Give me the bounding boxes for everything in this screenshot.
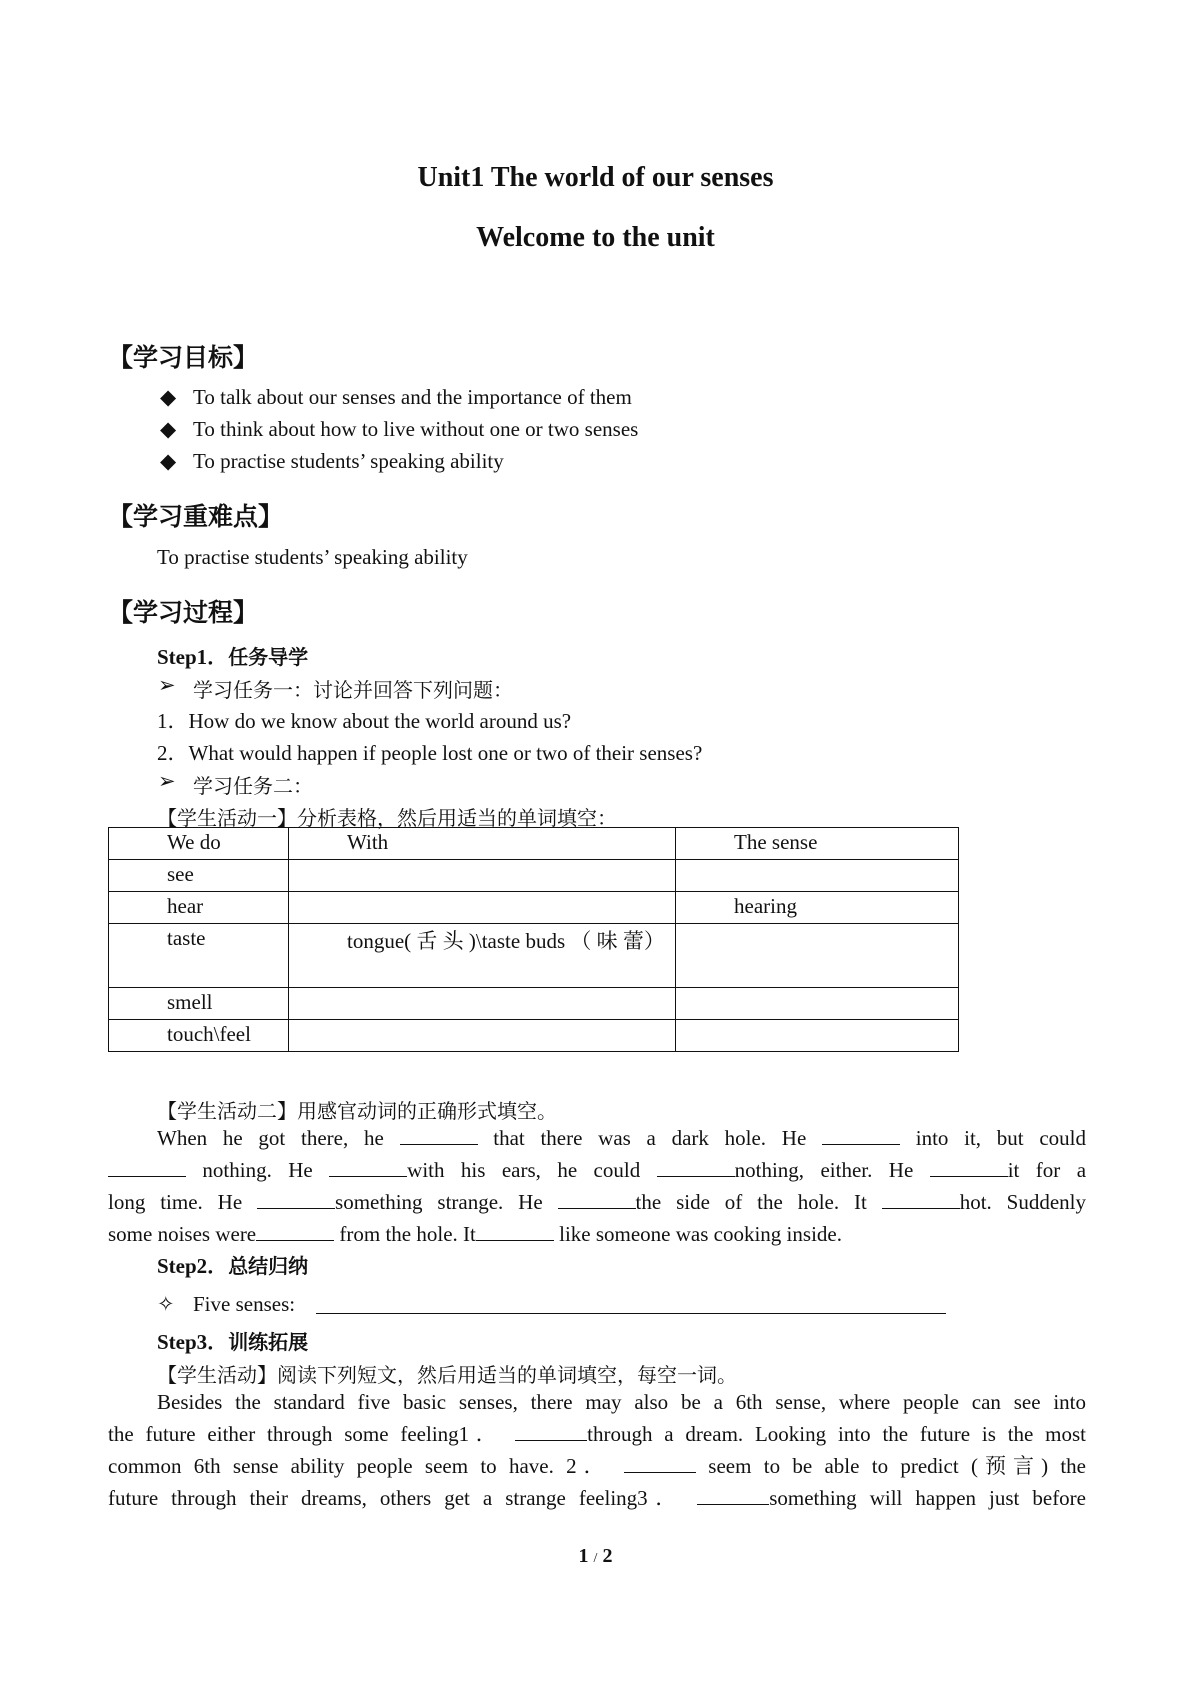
table-cell: taste [109, 924, 289, 988]
table-cell-input[interactable] [289, 892, 676, 924]
table-cell-input[interactable] [289, 988, 676, 1020]
blank-field[interactable] [257, 1190, 335, 1209]
bullet-diamond-icon: ◆ [160, 449, 177, 473]
focus-text: To practise students’ speaking ability [157, 545, 468, 569]
arrow-icon: ➢ [158, 769, 176, 793]
table-cell: touch\feel [109, 1020, 289, 1052]
question-1: 1．How do we know about the world around us? [157, 709, 572, 733]
page-subtitle: Welcome to the unit [476, 222, 715, 253]
task1-text: 学习任务一：讨论并回答下列问题： [193, 678, 513, 702]
activity2-heading: 【学生活动二】用感官动词的正确形式填空。 [157, 1099, 557, 1123]
table-cell: hear [109, 892, 289, 924]
bullet-diamond-icon: ◆ [160, 385, 177, 409]
table-cell: see [109, 860, 289, 892]
blank-field[interactable] [108, 1158, 186, 1177]
table-cell-input[interactable] [676, 988, 959, 1020]
table-row [109, 924, 959, 988]
step1-label: Step1． [157, 645, 229, 669]
step2-label: Step2． [157, 1254, 229, 1278]
table-cell-input[interactable] [289, 860, 676, 892]
step1-zh: 任务导学 [228, 645, 309, 669]
arrow-icon: ➢ [158, 673, 176, 697]
table-row [109, 1020, 959, 1052]
step2-zh: 总结归纳 [228, 1254, 309, 1278]
blank-field[interactable] [476, 1222, 554, 1241]
senses-table [108, 827, 959, 1052]
table-cell: hearing [676, 892, 959, 924]
diamond-outline-icon: ✧ [157, 1292, 175, 1316]
goal-item: To think about how to live without one or two senses [193, 417, 639, 441]
goal-item: To practise students’ speaking ability [193, 449, 504, 473]
table-header-cell: With [289, 828, 676, 860]
blank-field[interactable] [697, 1486, 769, 1505]
activity2-passage: When he got there, he that there was a dark hole. He into it, but could nothing. He with his ears, he could nothing, either. He it for a long time. He something strange. He the side of the hole. It hot. Suddenly some noises were from the hole. It like someone was cooking inside. [108, 1126, 1087, 1246]
five-senses-label: Five senses: [193, 1292, 296, 1316]
section-focus-heading: 【学习重难点】 [108, 502, 284, 531]
table-row [109, 892, 959, 924]
task2-text: 学习任务二： [193, 774, 313, 798]
table-cell: smell [109, 988, 289, 1020]
blank-field[interactable] [400, 1126, 478, 1145]
step1-heading [157, 641, 308, 671]
step3-label: Step3． [157, 1330, 229, 1354]
table-cell-input[interactable] [676, 1020, 959, 1052]
section-process-heading: 【学习过程】 [108, 598, 259, 627]
blank-field[interactable] [329, 1158, 407, 1177]
table-cell-input[interactable] [289, 1020, 676, 1052]
table-row [109, 860, 959, 892]
blank-field[interactable] [558, 1190, 636, 1209]
table-header-cell: The sense [676, 828, 959, 860]
step3-activity-heading: 【学生活动】阅读下列短文，然后用适当的单词填空，每空一词。 [157, 1363, 737, 1387]
step3-passage: Besides the standard five basic senses, there may also be a 6th sense, where people can see into the future either through some feeling1． through a dream. Looking into the future is the most common 6th sense ability people seem to have. 2． seem to be able to predict (预言) the future through their dreams, others get a strange feeling3． something will happen just before [108, 1390, 1087, 1510]
blank-field[interactable] [624, 1454, 696, 1473]
blank-field[interactable] [657, 1158, 735, 1177]
table-header-row [109, 828, 959, 860]
table-cell-input[interactable] [676, 860, 959, 892]
step3-zh: 训练拓展 [228, 1330, 309, 1354]
blank-field[interactable] [930, 1158, 1008, 1177]
blank-field[interactable] [515, 1422, 587, 1441]
blank-field[interactable] [882, 1190, 960, 1209]
blank-field[interactable] [822, 1126, 900, 1145]
table-cell-input[interactable] [676, 924, 959, 988]
question-2: 2．What would happen if people lost one or two of their senses? [157, 741, 703, 765]
activity1-heading: 【学生活动一】分析表格，然后用适当的单词填空： [157, 806, 617, 830]
table-cell: tongue( 舌 头 )\taste buds （ 味 蕾） [289, 924, 676, 988]
page-title: Unit1 The world of our senses [417, 162, 774, 193]
page-number: 1 / 2 [578, 1545, 613, 1567]
table-header-cell: We do [109, 828, 289, 860]
goal-item: To talk about our senses and the importance of them [193, 385, 632, 409]
step2-heading [157, 1250, 308, 1280]
step3-heading [157, 1326, 308, 1356]
five-senses-answer-line[interactable] [316, 1313, 946, 1314]
blank-field[interactable] [256, 1222, 334, 1241]
table-row [109, 988, 959, 1020]
section-goals-heading: 【学习目标】 [108, 343, 259, 372]
bullet-diamond-icon: ◆ [160, 417, 177, 441]
